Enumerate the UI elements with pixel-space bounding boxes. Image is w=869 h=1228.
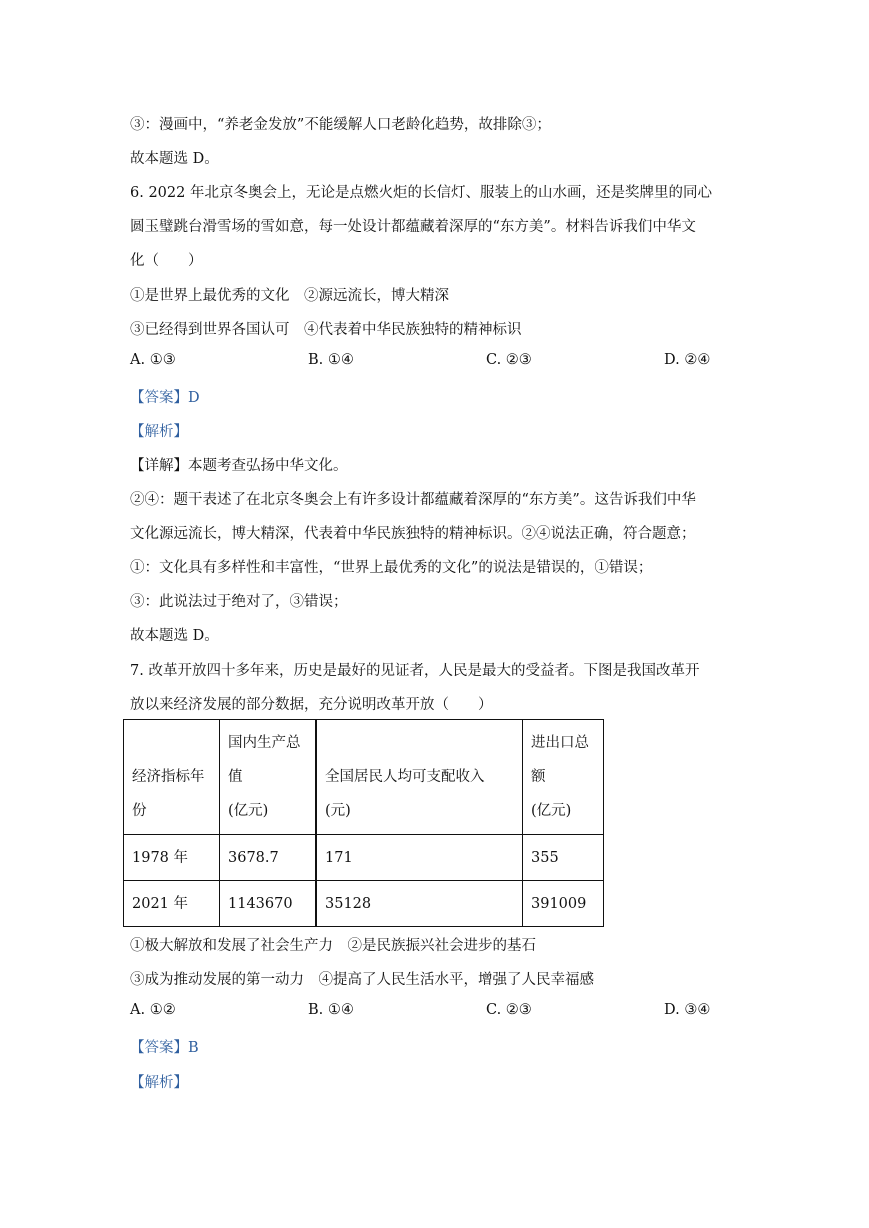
text-line: 故本题选 D。	[130, 151, 219, 167]
header-cell: 国内生产总 值 (亿元)	[220, 720, 317, 835]
option-a: A. ①③	[130, 352, 176, 368]
detail-line: ①：文化具有多样性和丰富性，“世界上最优秀的文化”的说法是错误的，①错误；	[130, 560, 653, 576]
table-cell: 391009	[523, 881, 604, 927]
option-b: B. ①④	[308, 1002, 354, 1018]
question-7-stem: 放以来经济发展的部分数据，充分说明改革开放（ ）	[130, 697, 493, 713]
analysis-label: 【解析】	[130, 1075, 188, 1091]
analysis-label: 【解析】	[130, 424, 188, 440]
header-cell: 进出口总 额 (亿元)	[523, 720, 604, 835]
table-cell: 355	[523, 835, 604, 881]
option-d: D. ③④	[664, 1002, 711, 1018]
detail-line: ③：此说法过于绝对了，③错误；	[130, 594, 348, 610]
option-a: A. ①②	[130, 1002, 176, 1018]
question-6-stem: 6. 2022 年北京冬奥会上，无论是点燃火炬的长信灯、服装上的山水画，还是奖牌里的同心	[130, 185, 712, 201]
option-c: C. ②③	[486, 352, 532, 368]
table-header-row	[124, 720, 604, 835]
header-cell: 全国居民人均可支配收入 (元)	[316, 720, 523, 835]
table-cell: 2021 年	[124, 881, 220, 927]
question-7-statement: ①极大解放和发展了社会生产力 ②是民族振兴社会进步的基石	[130, 938, 536, 954]
detail-line: 文化源远流长，博大精深，代表着中华民族独特的精神标识。②④说法正确，符合题意；	[130, 526, 696, 542]
answer-label: 【答案】D	[130, 390, 200, 406]
option-b: B. ①④	[308, 352, 354, 368]
header-cell: 经济指标年 份	[124, 720, 220, 835]
question-6-statement: ③已经得到世界各国认可 ④代表着中华民族独特的精神标识	[130, 322, 522, 338]
answer-label: 【答案】B	[130, 1040, 199, 1056]
question-7-statement: ③成为推动发展的第一动力 ④提高了人民生活水平，增强了人民幸福感	[130, 972, 594, 988]
table-row	[124, 835, 604, 881]
option-d: D. ②④	[664, 352, 711, 368]
question-6-stem: 化（ ）	[130, 253, 203, 269]
detail-line: ②④：题干表述了在北京冬奥会上有许多设计都蕴藏着深厚的“东方美”。这告诉我们中华	[130, 492, 696, 508]
detail-line: 【详解】本题考查弘扬中华文化。	[130, 458, 348, 474]
question-6-stem: 圆玉璧跳台滑雪场的雪如意，每一处设计都蕴藏着深厚的“东方美”。材料告诉我们中华文	[130, 219, 696, 235]
table-cell: 35128	[316, 881, 523, 927]
table-cell: 1978 年	[124, 835, 220, 881]
question-7-stem: 7. 改革开放四十多年来，历史是最好的见证者，人民是最大的受益者。下图是我国改革开	[130, 663, 700, 679]
table-cell: 171	[316, 835, 523, 881]
table-row	[124, 881, 604, 927]
text-line: ③：漫画中，“养老金发放”不能缓解人口老龄化趋势，故排除③；	[130, 117, 551, 133]
economic-data-table	[123, 719, 604, 927]
option-c: C. ②③	[486, 1002, 532, 1018]
question-6-statement: ①是世界上最优秀的文化 ②源远流长，博大精深	[130, 288, 449, 304]
table-cell: 3678.7	[220, 835, 317, 881]
detail-line: 故本题选 D。	[130, 628, 219, 644]
table-cell: 1143670	[220, 881, 317, 927]
